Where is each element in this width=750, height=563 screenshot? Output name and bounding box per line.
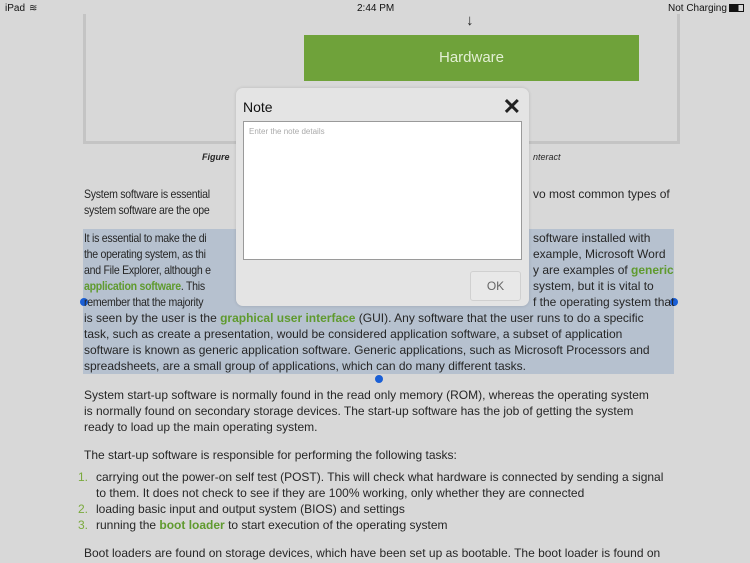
link-application-software[interactable]: application software bbox=[84, 279, 181, 293]
text-line bbox=[84, 310, 644, 326]
clock: 2:44 PM bbox=[357, 3, 395, 14]
text-line: is normally found on secondary storage devices. The start-up software has the job of getting the system bbox=[84, 404, 634, 418]
figure-caption-end: nteract bbox=[533, 152, 561, 162]
list-item bbox=[96, 517, 448, 533]
text-line: the operating system, as thi bbox=[84, 247, 206, 261]
text-line bbox=[84, 278, 205, 294]
list-number: 2. bbox=[78, 502, 89, 516]
text-line: System start-up software is normally found in the read only memory (ROM), whereas the operating system bbox=[84, 388, 649, 402]
text-line: example, Microsoft Word bbox=[533, 247, 666, 261]
text-line: The start-up software is responsible for performing the following tasks: bbox=[84, 448, 457, 462]
text-line: system software are the ope bbox=[84, 203, 210, 217]
list-item: carrying out the power-on self test (POST). This will check what hardware is connected by sending a signal bbox=[96, 470, 664, 484]
text-line: f the operating system that bbox=[533, 295, 675, 309]
battery-icon bbox=[729, 4, 744, 12]
text-line: vo most common types of bbox=[533, 187, 670, 201]
text: running the bbox=[96, 518, 160, 532]
text-line: It is essential to make the di bbox=[84, 231, 207, 245]
wifi-icon: ≋ bbox=[29, 3, 38, 14]
dialog-title: Note bbox=[243, 99, 273, 115]
text-line: task, such as create a presentation, would be considered application software, a subset of application bbox=[84, 327, 623, 341]
text-line bbox=[533, 262, 674, 278]
text-line: software is known as generic application software. Generic applications, such as Microsoft Processors and bbox=[84, 343, 650, 357]
hardware-box: Hardware bbox=[304, 35, 639, 81]
list-number: 3. bbox=[78, 518, 89, 532]
close-icon[interactable]: ✕ bbox=[502, 94, 521, 119]
text: (GUI). Any software that the user runs to do a specific bbox=[355, 311, 644, 325]
text: is seen by the user is the bbox=[84, 311, 221, 325]
text-line: Boot loaders are found on storage devices, which have been set up as bootable. The boot loader is found on bbox=[84, 546, 661, 560]
text-line: and File Explorer, although e bbox=[84, 263, 211, 277]
text: . This bbox=[180, 279, 205, 293]
arrow-down-icon: ↓ bbox=[466, 12, 474, 29]
text-line: remember that the majority bbox=[84, 295, 204, 309]
figure-caption: Figure bbox=[202, 152, 230, 162]
text: y are examples of bbox=[533, 263, 632, 277]
link-boot-loader[interactable]: boot loader bbox=[159, 518, 225, 532]
battery-label: Not Charging bbox=[668, 3, 727, 14]
text-line: spreadsheets, are a small group of applications, which can do many different tasks. bbox=[84, 359, 527, 373]
text-line: ready to load up the main operating system. bbox=[84, 420, 318, 434]
link-generic[interactable]: generic bbox=[631, 263, 674, 277]
text-line: system, but it is vital to bbox=[533, 279, 654, 293]
note-dialog bbox=[236, 88, 529, 306]
list-item: loading basic input and output system (BIOS) and settings bbox=[96, 502, 405, 516]
selection-handle-bottom[interactable] bbox=[375, 375, 383, 383]
text-line: software installed with bbox=[533, 231, 651, 245]
note-input[interactable] bbox=[243, 121, 522, 260]
ok-button[interactable]: OK bbox=[470, 271, 521, 301]
list-number: 1. bbox=[78, 470, 89, 484]
link-gui[interactable]: graphical user interface bbox=[220, 311, 356, 325]
device-label: iPad bbox=[5, 3, 26, 14]
text: to start execution of the operating system bbox=[224, 518, 448, 532]
list-item: to them. It does not check to see if they are 100% working, only whether they are connected bbox=[96, 486, 585, 500]
text-line: System software is essential bbox=[84, 187, 210, 201]
